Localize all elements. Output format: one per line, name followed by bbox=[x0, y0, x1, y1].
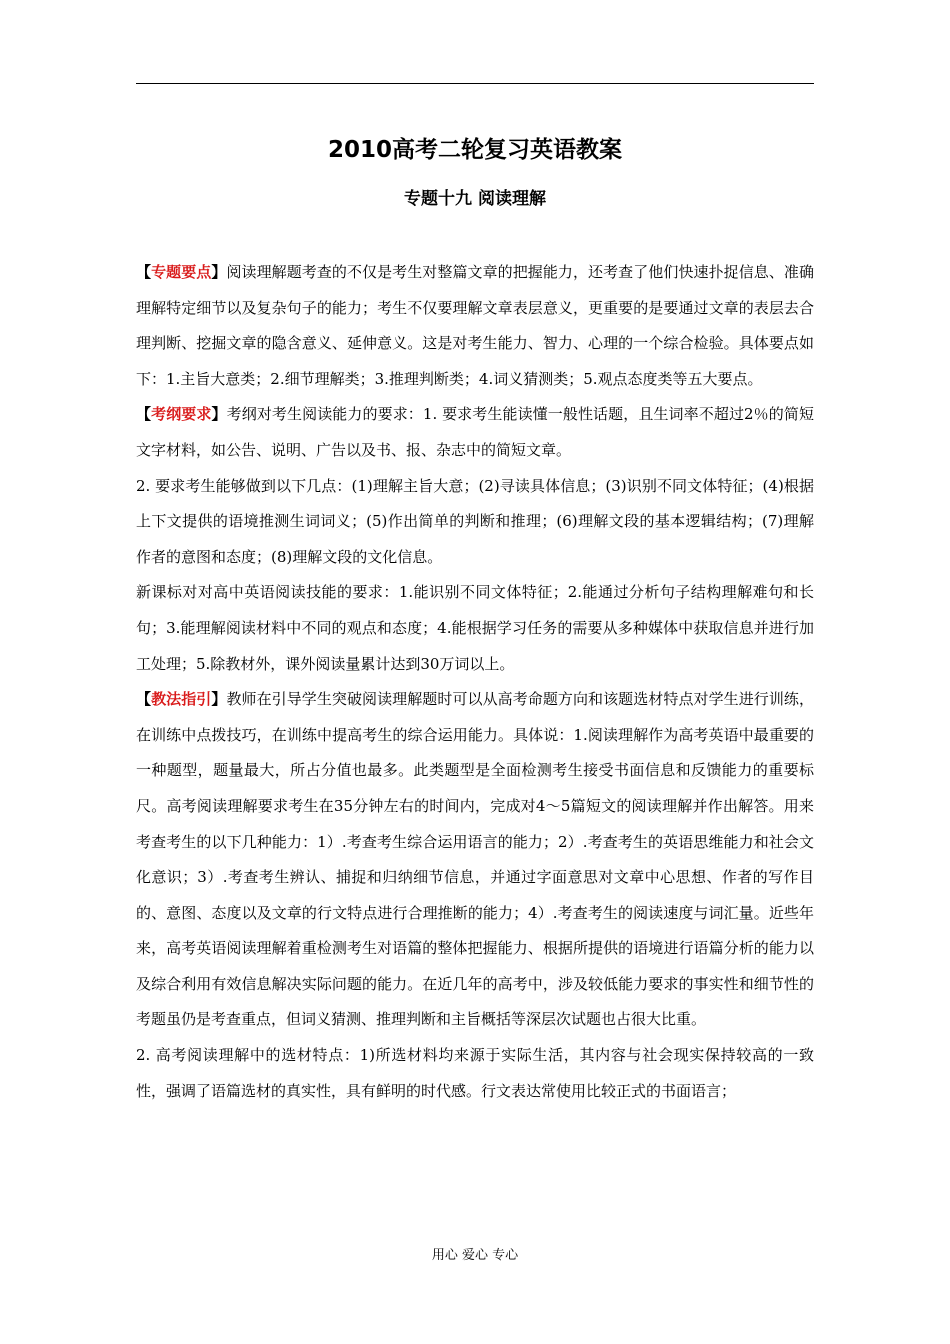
paragraph-requirements-2: 2. 要求考生能够做到以下几点：(1)理解主旨大意；(2)寻读具体信息；(3)识别不同文体特征；(4)根据上下文提供的语境推测生词词义；(5)作出简单的判断和推理；(6)理解文段的基本逻辑结构；(7)理解作者的意图和态度；(8)理解文段的文化信息。 bbox=[136, 476, 814, 566]
paragraph-text: 教师在引导学生突破阅读理解题时可以从高考命题方向和该题选材特点对学生进行训练，在训练中点拨技巧，在训练中提高考生的综合运用能力。具体说：1.阅读理解作为高考英语中最重要的一种题型，题量最大，所占分值也最多。此类题型是全面检测考生接受书面信息和反馈能力的重要标尺。高考阅读理解要求考生在35分钟左右的时间内，完成对4～5篇短文的阅读理解并作出解答。用来考查考生的以下几种能力：1）.考查考生综合运用语言的能力；2）.考查考生的英语思维能力和社会文化意识；3）.考查考生辨认、捕捉和归纳细节信息，并通过字面意思对文章中心思想、作者的写作目的、意图、态度以及文章的行文特点进行合理推断的能力；4）.考查考生的阅读速度与词汇量。近些年来，高考英语阅读理解着重检测考生对语篇的整体把握能力、根据所提供的语境进行语篇分析的能力以及综合利用有效信息解决实际问题的能力。在近几年的高考中，涉及较低能力要求的事实性和细节性的考题虽仍是考查重点，但词义猜测、推理判断和主旨概括等深层次试题也占很大比重。 bbox=[136, 690, 814, 1029]
paragraph-text: 考纲对考生阅读能力的要求：1. 要求考生能读懂一般性话题，且生词率不超过2％的简短文字材料，如公告、说明、广告以及书、报、杂志中的简短文章。 bbox=[136, 405, 814, 459]
page-subtitle: 专题十九 阅读理解 bbox=[404, 189, 546, 209]
page-footer: 用心 爱心 专心 bbox=[431, 1248, 519, 1263]
paragraph-new-curriculum: 新课标对对高中英语阅读技能的要求：1.能识别不同文体特征；2.能通过分析句子结构理解难句和长句；3.能理解阅读材料中不同的观点和态度；4.能根据学习任务的需要从多种媒体中获取信息并进行加工处理；5.除教材外，课外阅读量累计达到30万词以上。 bbox=[136, 583, 814, 673]
header-rule bbox=[136, 83, 814, 84]
paragraph-syllabus bbox=[136, 397, 814, 468]
paragraph-material-features: 2. 高考阅读理解中的选材特点：1)所选材料均来源于实际生活，其内容与社会现实保持较高的一致性，强调了语篇选材的真实性，具有鲜明的时代感。行文表达常使用比较正式的书面语言； bbox=[136, 1046, 814, 1100]
document-body bbox=[136, 255, 814, 1109]
section-label-teaching-guide: 【教法指引】 bbox=[136, 690, 227, 709]
section-label-syllabus: 【考纲要求】 bbox=[136, 405, 227, 424]
section-label-key-points: 【专题要点】 bbox=[136, 263, 227, 281]
paragraph-teaching-guide bbox=[136, 682, 814, 1038]
paragraph-key-points bbox=[136, 255, 814, 397]
paragraph-text: 阅读理解题考查的不仅是考生对整篇文章的把握能力，还考查了他们快速扑捉信息、准确理解特定细节以及复杂句子的能力；考生不仅要理解文章表层意义，更重要的是要通过文章的表层去合理判断、挖掘文章的隐含意义、延伸意义。这是对考生能力、智力、心理的一个综合检验。具体要点如下：1.主旨大意类；2.细节理解类；3.推理判断类；4.词义猜测类；5.观点态度类等五大要点。 bbox=[136, 263, 814, 388]
page-title: 2010高考二轮复习英语教案 bbox=[327, 137, 622, 163]
